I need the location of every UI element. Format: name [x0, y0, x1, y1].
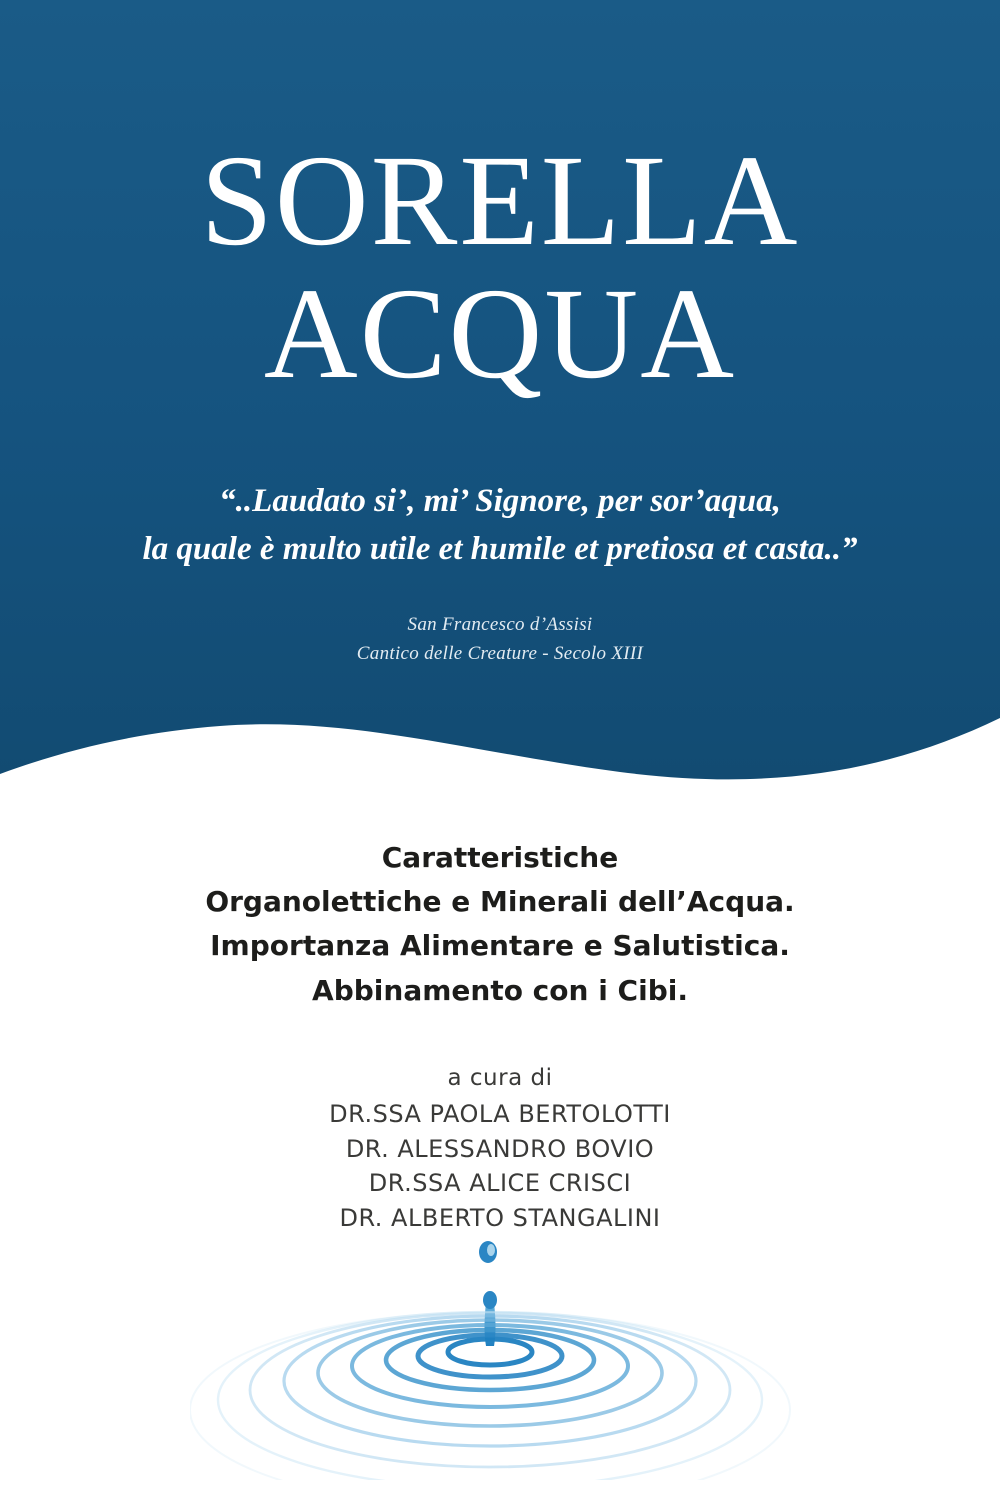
cover-subtitle: [0, 836, 1000, 1013]
cover-quote: [0, 478, 1000, 574]
credits-author-4: DR. ALBERTO STANGALINI: [339, 1203, 661, 1232]
credits-intro: a cura di: [447, 1065, 553, 1091]
subtitle-line-2: Organolettiche e Minerali dell’Acqua.: [205, 885, 795, 919]
credits-author-2: DR. ALESSANDRO BOVIO: [345, 1134, 655, 1163]
title-line-1: SORELLA: [200, 129, 800, 273]
quote-attribution: [0, 610, 1000, 669]
cover-credits: [0, 1062, 1000, 1235]
subtitle-line-1: Caratteristiche: [381, 841, 619, 874]
quote-line-2: la quale è multo utile et humile et pretiosa et casta..”: [142, 530, 858, 567]
water-drop-ripple-icon: [190, 1230, 810, 1480]
page-title: [0, 129, 1000, 407]
title-line-2: ACQUA: [263, 262, 737, 407]
attribution-author: San Francesco d’Assisi: [407, 614, 593, 635]
attribution-source: Cantico delle Creature - Secolo XIII: [356, 643, 644, 665]
credits-author-1: DR.SSA PAOLA BERTOLOTTI: [329, 1100, 671, 1129]
subtitle-line-3: Importanza Alimentare e Salutistica.: [210, 929, 790, 963]
credits-author-3: DR.SSA ALICE CRISCI: [368, 1169, 632, 1198]
subtitle-line-4: Abbinamento con i Cibi.: [312, 973, 688, 1007]
quote-line-1: “..Laudato si’, mi’ Signore, per sor’aqua,: [219, 483, 781, 519]
